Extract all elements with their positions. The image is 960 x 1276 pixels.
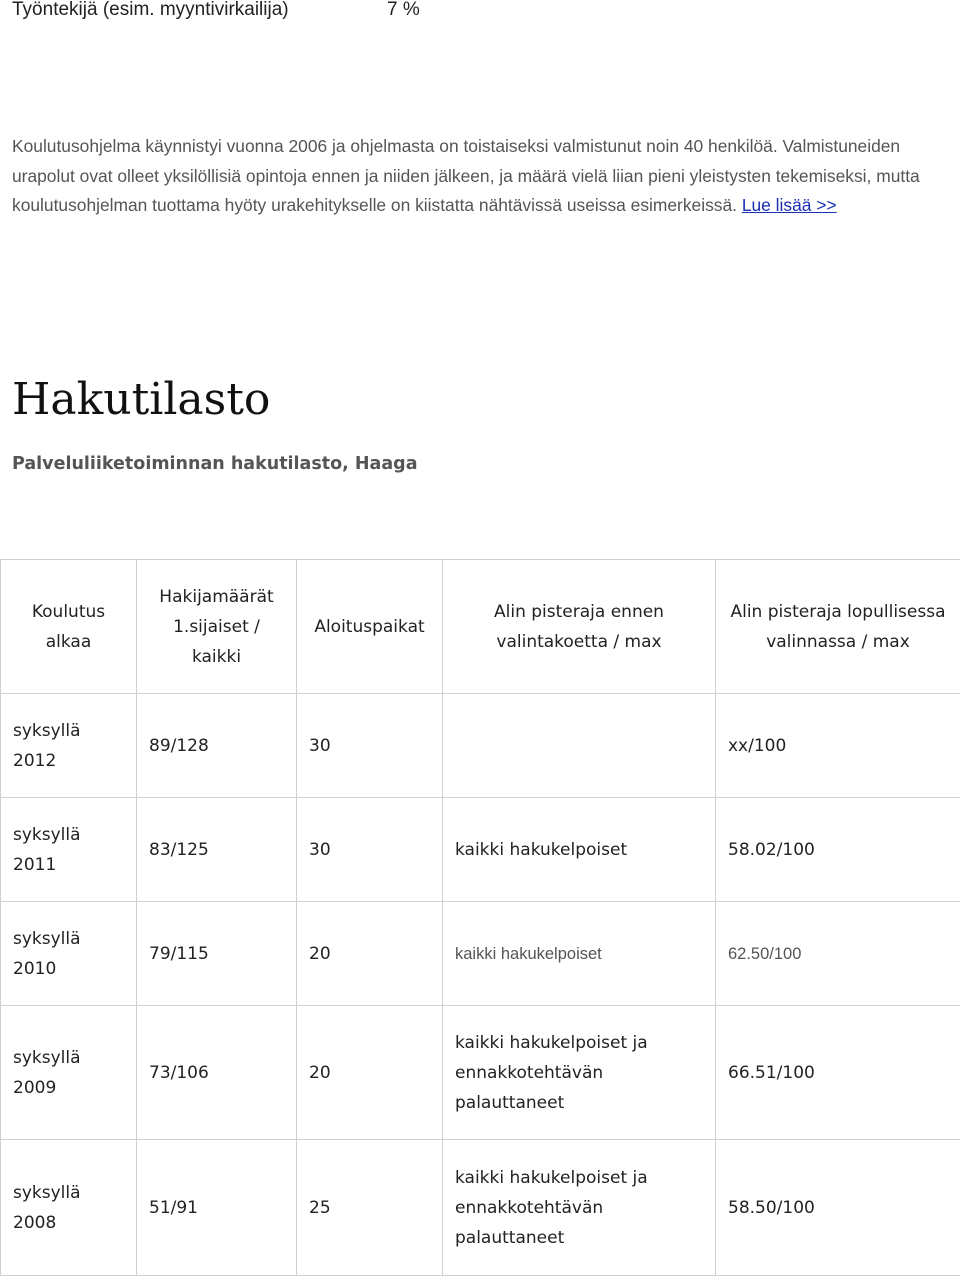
cell-applicants: 51/91: [137, 1140, 297, 1276]
application-statistics-table: [0, 559, 960, 1276]
table-row: [1, 902, 960, 1006]
cell-start: syksyllä 2011: [1, 798, 137, 902]
cell-final: 66.51/100: [716, 1006, 960, 1140]
cell-final: xx/100: [716, 694, 960, 798]
cell-start: syksyllä 2010: [1, 902, 137, 1006]
cell-applicants: 83/125: [137, 798, 297, 902]
cell-final: 58.50/100: [716, 1140, 960, 1276]
cell-places: 25: [297, 1140, 443, 1276]
page-subtitle: Palveluliiketoiminnan hakutilasto, Haaga: [12, 454, 418, 474]
cell-applicants: 73/106: [137, 1006, 297, 1140]
table-row: [1, 798, 960, 902]
cell-final: 62.50/100: [716, 902, 960, 1006]
cell-pre: kaikki hakukelpoiset ja ennakkotehtävän palauttaneet: [443, 1006, 716, 1140]
intro-text: Koulutusohjelma käynnistyi vuonna 2006 ja ohjelmasta on toistaiseksi valmistunut noin 40 henkilöä. Valmistuneiden urapolut ovat olleet yksilöllisiä opintoja ennen ja niiden jälkeen, ja määrä vielä liian pieni yleistysten tekemiseksi, mutta koulutusohjelman tuottama hyöty urakehitykselle on kiistatta nähtävissä useissa esimerkeissä.: [12, 136, 920, 215]
cell-places: 20: [297, 1006, 443, 1140]
header-applicants: Hakijamäärät 1.sijaiset / kaikki: [137, 560, 297, 694]
table-row: [1, 694, 960, 798]
header-places: Aloituspaikat: [297, 560, 443, 694]
cell-pre: kaikki hakukelpoiset ja ennakkotehtävän palauttaneet: [443, 1140, 716, 1276]
header-min-score-final: Alin pisteraja lopullisessa valinnassa / max: [716, 560, 960, 694]
cell-pre: kaikki hakukelpoiset: [443, 902, 716, 1006]
top-row: [12, 0, 420, 20]
cell-applicants: 89/128: [137, 694, 297, 798]
intro-paragraph: [12, 132, 957, 221]
table-header-row: [1, 560, 960, 694]
header-start: Koulutus alkaa: [1, 560, 137, 694]
top-row-value: 7 %: [387, 0, 420, 20]
top-row-label: Työntekijä (esim. myyntivirkailija): [12, 0, 289, 20]
cell-applicants: 79/115: [137, 902, 297, 1006]
cell-start: syksyllä 2008: [1, 1140, 137, 1276]
cell-pre: kaikki hakukelpoiset: [443, 798, 716, 902]
cell-start: syksyllä 2012: [1, 694, 137, 798]
cell-pre: [443, 694, 716, 798]
read-more-link[interactable]: Lue lisää >>: [741, 195, 837, 215]
page-title: Hakutilasto: [12, 374, 271, 425]
table-row: [1, 1140, 960, 1276]
cell-places: 20: [297, 902, 443, 1006]
cell-start: syksyllä 2009: [1, 1006, 137, 1140]
cell-final: 58.02/100: [716, 798, 960, 902]
header-min-score-pre: Alin pisteraja ennen valintakoetta / max: [443, 560, 716, 694]
table-row: [1, 1006, 960, 1140]
cell-places: 30: [297, 694, 443, 798]
cell-places: 30: [297, 798, 443, 902]
